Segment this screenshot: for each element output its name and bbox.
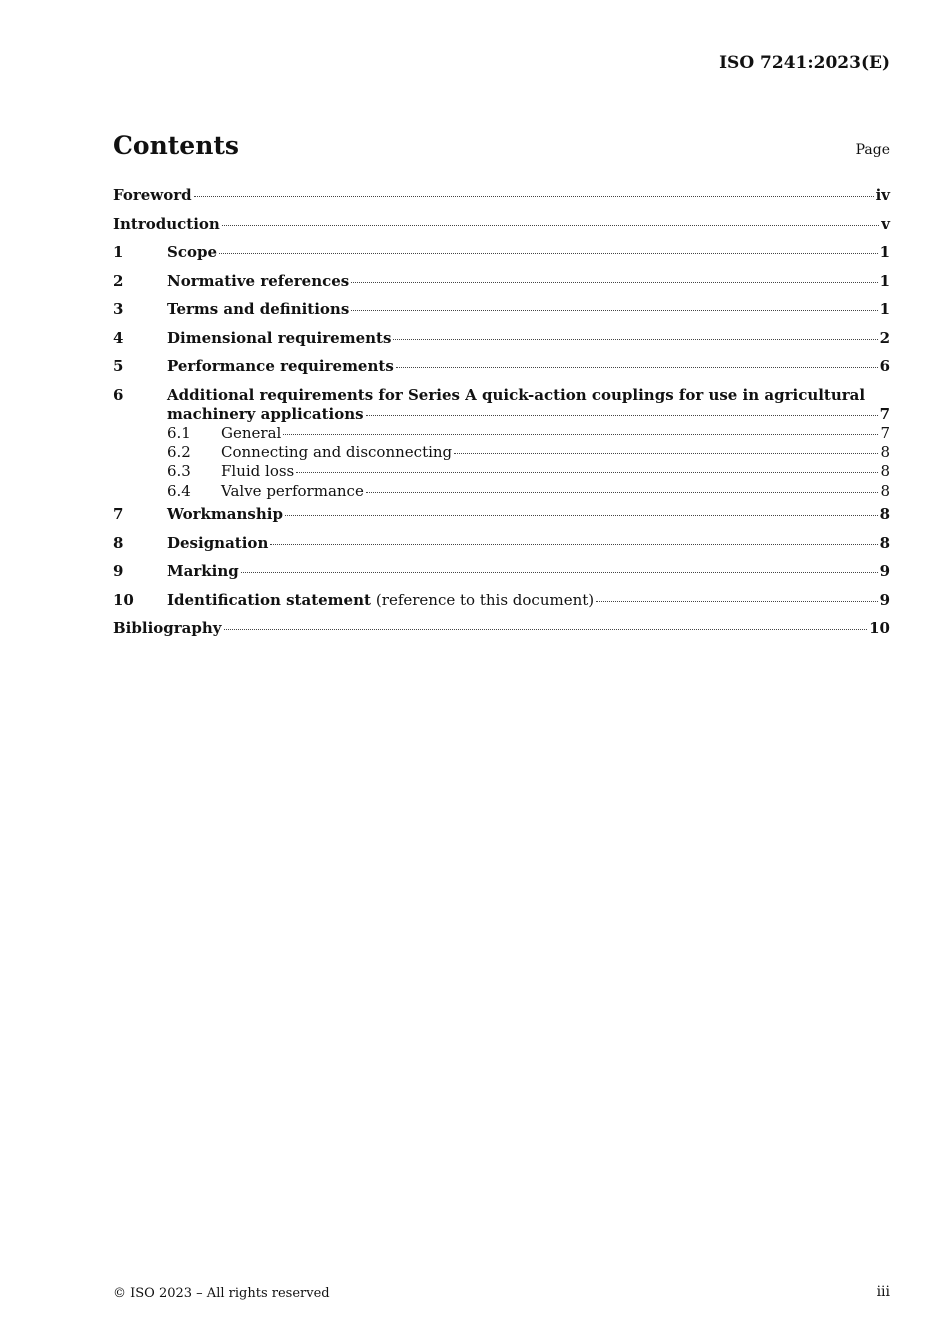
toc-subentry-page: 7 [880, 423, 890, 442]
toc-subentry-text: Connecting and disconnecting [221, 442, 453, 461]
toc-entry-number: 9 [113, 562, 124, 581]
toc-entry-text: Identification statement [167, 590, 371, 609]
toc-entry-text: Marking [167, 562, 239, 581]
toc-entry-designation[interactable] [113, 534, 890, 563]
toc-entry-text: Dimensional requirements [167, 328, 392, 347]
toc-entry-page: 1 [879, 271, 890, 290]
toc-entry-page: 6 [879, 357, 890, 375]
toc-entry-text: Introduction [113, 214, 220, 233]
toc-entry-page: 9 [879, 562, 890, 581]
copyright-notice: © ISO 2023 – All rights reserved [113, 1286, 330, 1301]
toc-entry-dimensional-requirements[interactable] [113, 329, 890, 358]
toc-entry-page: 9 [879, 590, 890, 609]
toc-entry-text: Bibliography [113, 619, 222, 638]
toc-entry-number: 1 [113, 243, 124, 261]
toc-entry-text: Performance requirements [167, 357, 394, 375]
dot-leader [219, 253, 878, 254]
toc-subentry-page: 8 [880, 462, 890, 481]
toc-entry-additional-requirements-line1[interactable] [113, 386, 890, 405]
toc-entry-number: 2 [113, 271, 124, 290]
toc-entry-foreword[interactable] [113, 186, 890, 215]
toc-entry-page: 1 [879, 243, 890, 261]
toc-entry-number: 5 [113, 357, 124, 375]
toc-entry-page: 7 [879, 404, 890, 423]
dot-leader [270, 544, 877, 545]
toc-subentry-general[interactable] [113, 424, 890, 443]
toc-entry-page: v [881, 214, 890, 233]
toc-subentry-text: Valve performance [221, 481, 364, 500]
toc-entry-number: 4 [113, 328, 124, 347]
toc-entry-text: Workmanship [167, 505, 283, 524]
dot-leader [366, 415, 878, 416]
toc-entry-bibliography[interactable] [113, 619, 890, 648]
toc-entry-additional-requirements-line2[interactable] [113, 405, 890, 424]
dot-leader [241, 572, 878, 573]
dot-leader [285, 515, 878, 516]
dot-leader [393, 339, 877, 340]
toc-subentry-number: 6.3 [167, 462, 191, 481]
dot-leader [366, 492, 879, 493]
toc-entry-identification-statement[interactable] [113, 591, 890, 620]
toc-entry-performance-requirements[interactable] [113, 357, 890, 386]
page-number: iii [876, 1284, 890, 1300]
dot-leader [454, 453, 878, 454]
toc-subentry-number: 6.2 [167, 442, 191, 461]
toc-entry-number: 6 [113, 385, 124, 404]
dot-leader [194, 196, 874, 197]
toc-entry-text: Designation [167, 533, 269, 552]
toc-entry-text: Additional requirements for Series A quick-action couplings for use in agricultural [167, 385, 866, 404]
dot-leader [396, 367, 878, 368]
toc-subentry-text: General [221, 423, 282, 442]
toc-subentry-text: Fluid loss [221, 462, 295, 481]
toc-entry-number: 7 [113, 505, 124, 524]
toc-entry-text-note: (reference to this document) [375, 590, 595, 609]
toc-subentry-page: 8 [880, 481, 890, 500]
page-column-label: Page [855, 142, 890, 158]
dot-leader [222, 225, 879, 226]
toc-subentry-fluid-loss[interactable] [113, 462, 890, 481]
toc-entry-page: 2 [879, 328, 890, 347]
toc-entry-text: machinery applications [167, 404, 364, 423]
dot-leader [283, 434, 878, 435]
toc-subentry-valve-performance[interactable] [113, 482, 890, 501]
table-of-contents [113, 186, 890, 648]
contents-title: Contents [113, 131, 240, 160]
toc-entry-terms-and-definitions[interactable] [113, 300, 890, 329]
toc-entry-workmanship[interactable] [113, 505, 890, 534]
toc-entry-number: 8 [113, 533, 124, 552]
toc-entry-normative-references[interactable] [113, 272, 890, 301]
dot-leader [596, 601, 877, 602]
toc-entry-page: 1 [879, 300, 890, 318]
dot-leader [224, 629, 868, 630]
dot-leader [296, 472, 878, 473]
toc-subentry-number: 6.1 [167, 423, 191, 442]
toc-entry-page: 8 [879, 505, 890, 524]
dot-leader [351, 282, 877, 283]
dot-leader [351, 310, 877, 311]
toc-subentry-connecting[interactable] [113, 443, 890, 462]
toc-entry-page: iv [875, 186, 890, 204]
toc-entry-text: Terms and definitions [167, 300, 350, 318]
toc-entry-number: 10 [113, 590, 134, 609]
toc-subentry-number: 6.4 [167, 481, 191, 500]
toc-entry-text: Normative references [167, 271, 350, 290]
toc-entry-introduction[interactable] [113, 215, 890, 244]
toc-entry-scope[interactable] [113, 243, 890, 272]
toc-entry-text: Scope [167, 243, 218, 261]
toc-entry-marking[interactable] [113, 562, 890, 591]
document-id: ISO 7241:2023(E) [719, 53, 890, 73]
toc-entry-page: 10 [869, 619, 890, 638]
toc-subentry-page: 8 [880, 442, 890, 461]
toc-entry-page: 8 [879, 533, 890, 552]
toc-entry-text: Foreword [113, 186, 192, 204]
toc-entry-number: 3 [113, 300, 124, 318]
